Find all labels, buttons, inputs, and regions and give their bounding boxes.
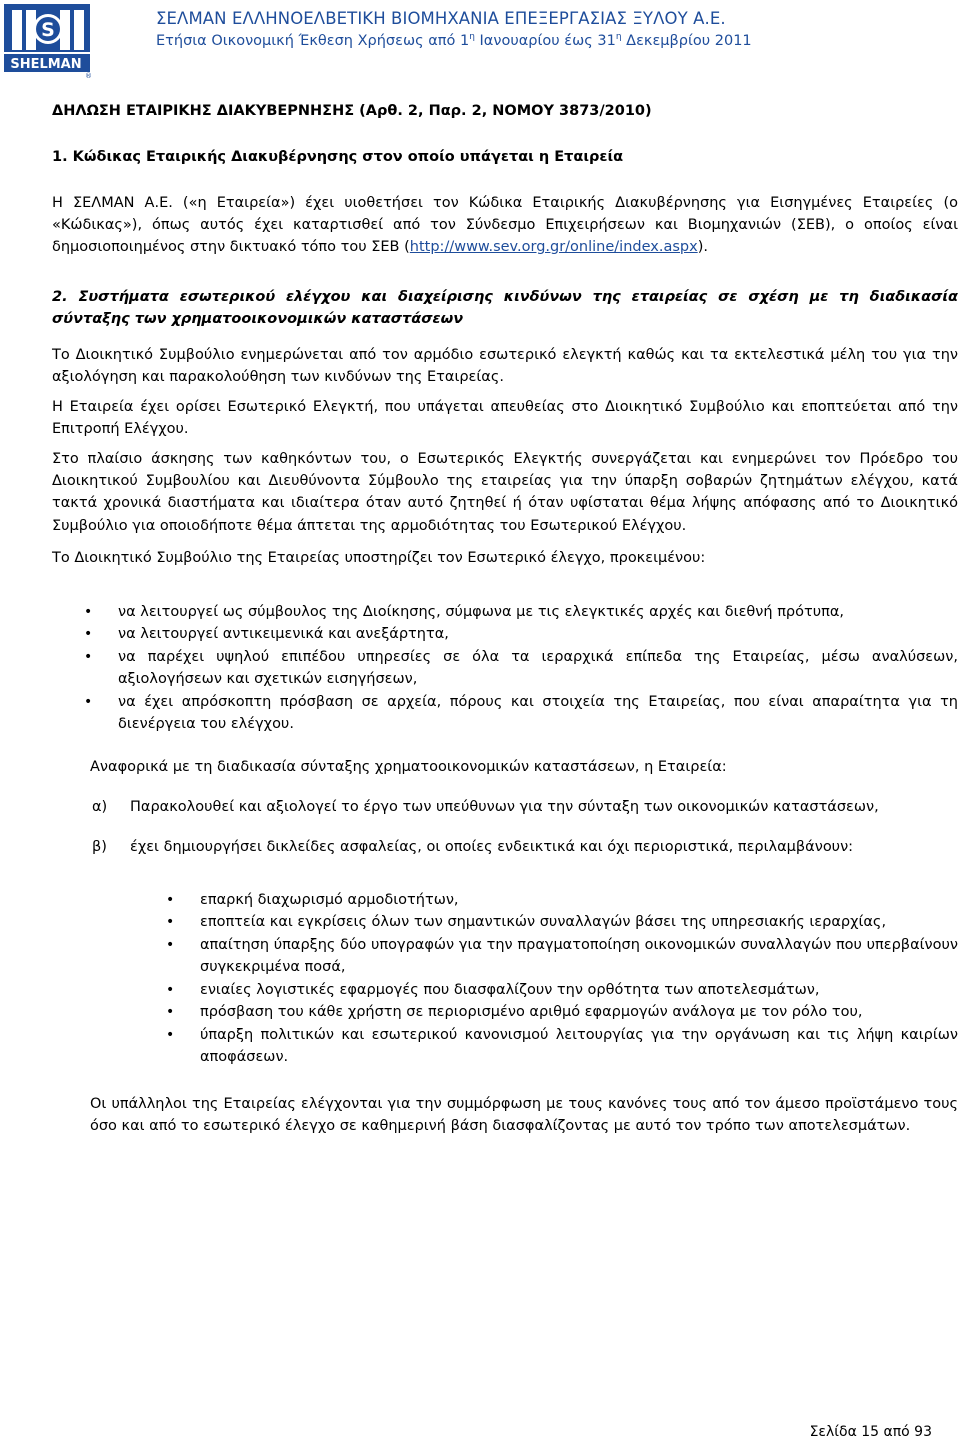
link-paren: ( <box>404 239 410 255</box>
list-item-beta <box>52 836 958 859</box>
list-item: • εποπτεία και εγκρίσεις όλων των σημαντικών συναλλαγών βάσει της υπηρεσιακής ιεραρχίας, <box>200 911 958 934</box>
paragraph-1: Το Διοικητικό Συμβούλιο ενημερώνεται από τον αρμόδιο εσωτερικό ελεγκτή καθώς και τα εκτελεστικά μέλη του για την αξιολόγηση και παρακολούθηση των κινδύνων της Εταιρείας. <box>52 347 958 385</box>
section-2-heading: 2. Συστήματα εσωτερικού ελέγχου και διαχείρισης κινδύνων της εταιρείας σε σχέση με τη διαδικασία σύνταξης των χρηματοοικονομικών καταστάσεων <box>52 289 958 327</box>
shelman-logo-mark <box>2 2 94 80</box>
report-title-part: Ετήσια Οικονομική Έκθεση Χρήσεως από 1 <box>156 32 470 49</box>
svg-text:SHELMAN: SHELMAN <box>10 57 82 72</box>
list-item: • ύπαρξη πολιτικών και εσωτερικού κανονισμού λειτουργίας για την οργάνωση και τις λήψη καιρίων αποφάσεων. <box>200 1024 958 1069</box>
svg-text:S: S <box>41 19 55 41</box>
paragraph-6: Οι υπάλληλοι της Εταιρείας ελέγχονται για την συμμόρφωση με τους κανόνες τους από τον άμεσο προϊστάμενο τους όσο και από το εσωτερικό έλεγχο σε καθημερινή βάση διασφαλίζοντας με αυτό τον τρόπο των αποτελεσμάτων. <box>90 1095 958 1134</box>
paragraph-4: Το Διοικητικό Συμβούλιο της Εταιρείας υποστηρίζει τον Εσωτερικό έλεγχο, προκειμένου: <box>52 549 706 566</box>
list-item-alpha <box>52 796 958 819</box>
paragraph-5: Αναφορικά με τη διαδικασία σύνταξης χρηματοοικονομικών καταστάσεων, η Εταιρεία: <box>90 758 727 775</box>
page-title: ΔΗΛΩΣΗ ΕΤΑΙΡΙΚΗΣ ΔΙΑΚΥΒΕΡΝΗΣΗΣ (Αρθ. 2, Παρ. 2, ΝΟΜΟΥ 3873/2010) <box>52 103 652 119</box>
report-title-part: Δεκεμβρίου 2011 <box>621 32 752 49</box>
bullet-list-2 <box>200 889 958 1069</box>
document-body <box>52 100 958 1137</box>
paragraph-3: Στο πλαίσιο άσκησης των καθηκόντων του, ο Εσωτερικός Ελεγκτής συνεργάζεται και ενημερώνει τον Πρόεδρο του Διοικητικού Συμβουλίου και Διευθύνοντα Σύμβουλο της εταιρείας για την ύπαρξη σοβαρών ζητημάτων ελέγχου, κατά τακτά χρονικά διαστήματα και ιδιαίτερα όταν αυτό ζητηθεί ή όταν υφίσταται θέμα λήψης απόφασης από το Διοικητικό Συμβούλιο για οποιοδήποτε θέμα άπτεται της αρμοδιότητας του Εσωτερικού Ελέγχου. <box>52 451 958 534</box>
header-report-title <box>156 32 752 49</box>
report-title-sup: η <box>469 32 475 42</box>
report-title-sup: η <box>615 32 622 42</box>
list-item-text: έχει δημιουργήσει δικλείδες ασφαλείας, οι οποίες ενδεικτικά και όχι περιοριστικά, περιλαμβάνουν: <box>130 839 854 856</box>
header-company-name: ΣΕΛΜΑΝ ΕΛΛΗΝΟΕΛΒΕΤΙΚΗ ΒΙΟΜΗΧΑΝΙΑ ΕΠΕΞΕΡΓΑΣΙΑΣ ΞΥΛΟΥ Α.Ε. <box>156 9 726 28</box>
list-item: • να παρέχει υψηλού επιπέδου υπηρεσίες σε όλα τα ιεραρχικά επίπεδα της Εταιρείας, μέσω αναλύσεων, αξιολογήσεων και σχετικών εισηγήσεων, <box>118 646 958 691</box>
list-item: • απαίτηση ύπαρξης δύο υπογραφών για την πραγματοποίηση οικονομικών συναλλαγών που υπερβαίνουν συγκεκριμένα ποσά, <box>200 934 958 979</box>
report-title-part: Ιανουαρίου έως 31 <box>474 32 616 49</box>
paragraph-2: Η Εταιρεία έχει ορίσει Εσωτερικό Ελεγκτή, που υπάγεται απευθείας στο Διοικητικό Συμβούλιο και εποπτεύεται από την Επιτροπή Ελέγχου. <box>52 399 958 437</box>
svg-text:®: ® <box>85 72 92 80</box>
list-item: • επαρκή διαχωρισμό αρμοδιοτήτων, <box>200 889 958 912</box>
list-item: • να λειτουργεί αντικειμενικά και ανεξάρτητα, <box>118 623 958 646</box>
list-marker: β) <box>92 839 107 856</box>
section-1-heading: 1. Κώδικας Εταιρικής Διακυβέρνησης στον οποίο υπάγεται η Εταιρεία <box>52 149 624 165</box>
section-1-text: Η ΣΕΛΜΑΝ Α.Ε. («η Εταιρεία») έχει υιοθετήσει τον Κώδικα Εταιρικής Διακυβέρνησης για Εισηγμένες Εταιρείες (ο «Κώδικας»), όπως αυτός έχει καταρτισθεί από τον Σύνδεσμο Επιχειρήσεων και Βιομηχανιών (ΣΕΒ), ο οποίος είναι δημοσιοποιημένος στην δικτυακό τόπο του ΣΕΒ <box>52 195 958 255</box>
shelman-logo <box>2 2 94 80</box>
list-item: • να λειτουργεί ως σύμβουλος της Διοίκησης, σύμφωνα με τις ελεγκτικές αρχές και διεθνή πρότυπα, <box>118 601 958 624</box>
page-number: Σελίδα 15 από 93 <box>809 1424 932 1440</box>
link-paren: ). <box>697 239 708 255</box>
sev-link[interactable]: http://www.sev.org.gr/online/index.aspx <box>409 239 698 255</box>
list-item-text: Παρακολουθεί και αξιολογεί το έργο των υπεύθυνων για την σύνταξη των οικονομικών καταστάσεων, <box>130 798 879 815</box>
bullet-list-1 <box>118 601 958 736</box>
section-1-paragraph <box>52 192 958 258</box>
list-marker: α) <box>92 798 108 815</box>
list-item: • πρόσβαση του κάθε χρήστη σε περιορισμένο αριθμό εφαρμογών ανάλογα με τον ρόλο του, <box>200 1001 958 1024</box>
list-item: • να έχει απρόσκοπτη πρόσβαση σε αρχεία, πόρους και στοιχεία της Εταιρείας, που είναι απαραίτητα για τη διενέργεια του ελέγχου. <box>118 691 958 736</box>
list-item: • ενιαίες λογιστικές εφαρμογές που διασφαλίζουν την ορθότητα των αποτελεσμάτων, <box>200 979 958 1002</box>
